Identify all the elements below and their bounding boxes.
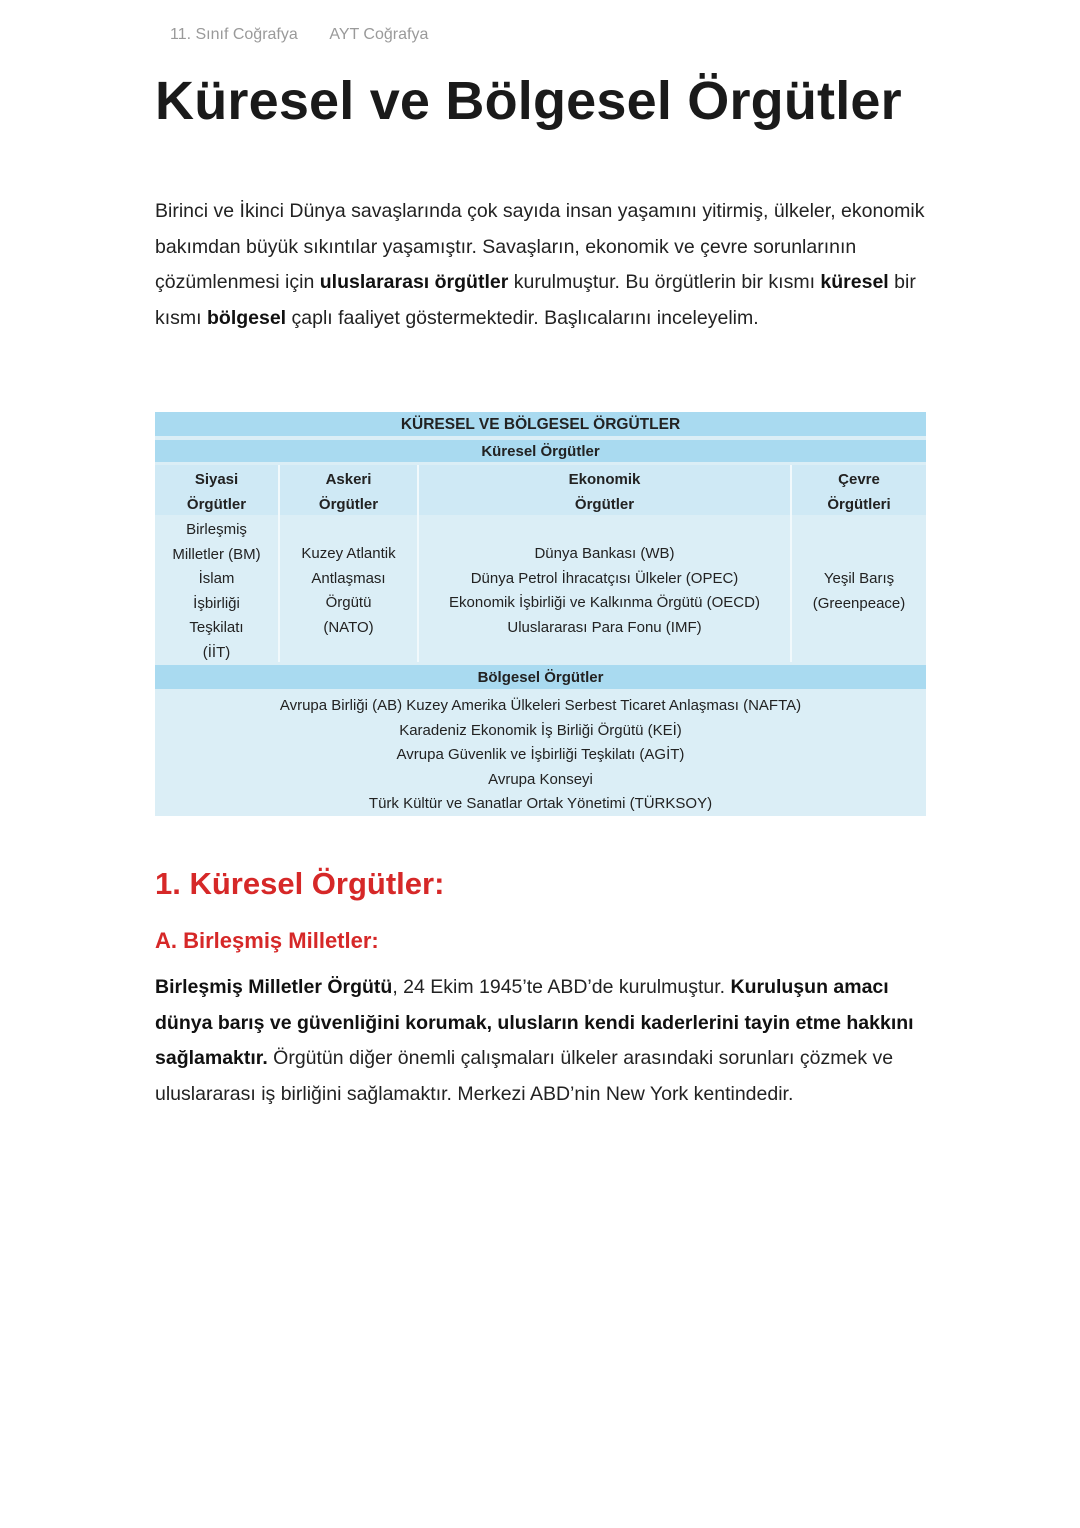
section-heading: 1. Küresel Örgütler: — [155, 866, 445, 901]
regional-header: Bölgesel Örgütler — [155, 665, 926, 689]
political-orgs-cell: Birleşmiş Milletler (BM) İslam İşbirliği Teşkilatı (İİT) — [172, 521, 261, 661]
list-item: Avrupa Konseyi — [488, 770, 593, 788]
table-title: KÜRESEL VE BÖLGESEL ÖRGÜTLER — [155, 412, 926, 436]
list-item: Avrupa Güvenlik ve İşbirliği Teşkilatı (AGİT) — [396, 746, 685, 763]
economic-orgs-cell: Dünya Bankası (WB) Dünya Petrol İhracatçısı Ülkeler (OPEC) Ekonomik İşbirliği ve Kalkınma Örgütü (OECD) Uluslararası Para Fonu (IMF) — [449, 545, 760, 636]
intro-text: kurulmuştur. Bu örgütlerin bir kısmı — [508, 271, 821, 293]
intro-text: çaplı faaliyet göstermektedir. Başlıcalarını inceleyelim. — [286, 306, 759, 329]
para-bold: Kuruluşun amacı dünya barış ve güvenliğini korumak, ulusların kendi kaderlerini tayin etme hakkını sağlamaktır. — [155, 976, 914, 1069]
intro-paragraph — [155, 194, 935, 336]
page-title: Küresel ve Bölgesel Örgütler — [155, 71, 902, 131]
list-item: Karadeniz Ekonomik İş Birliği Örgütü (KEİ) — [399, 721, 682, 739]
environment-orgs-cell: Yeşil Barış (Greenpeace) — [812, 570, 906, 612]
column-header-political: Siyasi Örgütler — [186, 471, 247, 513]
intro-bold: bölgesel — [207, 306, 287, 329]
column-header-economic: Ekonomik Örgütler — [568, 471, 641, 513]
intro-text: bir kısmı — [155, 271, 916, 329]
breadcrumb-item[interactable]: AYT Coğrafya — [329, 26, 429, 43]
organizations-table — [155, 412, 926, 816]
intro-bold: küresel — [820, 271, 889, 293]
un-paragraph — [155, 970, 945, 1112]
column-header-environment: Çevre Örgütleri — [827, 471, 891, 513]
global-header: Küresel Örgütler — [155, 440, 926, 462]
subsection-heading: A. Birleşmiş Milletler: — [155, 928, 379, 953]
column-header-military: Askeri Örgütler — [318, 471, 379, 513]
military-orgs-cell: Kuzey Atlantik Antlaşması Örgütü (NATO) — [301, 545, 396, 636]
intro-bold: uluslararası örgütler — [319, 271, 509, 293]
para-bold: Birleşmiş Milletler Örgütü — [155, 976, 393, 998]
breadcrumb — [170, 26, 456, 44]
list-item: Türk Kültür ve Sanatlar Ortak Yönetimi (TÜRKSOY) — [368, 795, 713, 812]
para-text: , 24 Ekim 1945’te ABD’de kurulmuştur. — [392, 976, 731, 998]
regional-orgs-list — [155, 694, 926, 817]
intro-text: Birinci ve İkinci Dünya savaşlarında çok sayıda insan yaşamını yitirmiş, ülkeler, ekonomik bakımdan büyük sıkıntılar yaşamıştır. Savaşların, ekonomik ve çevre sorunlarının çözümlenmesi için — [155, 200, 925, 293]
para-text: Örgütün diğer önemli çalışmaları ülkeler arasındaki sorunları çözmek ve uluslararası iş birliğini sağlamaktır. Merkezi ABD’nin New York kentindedir. — [155, 1047, 894, 1105]
list-item: Avrupa Birliği (AB) Kuzey Amerika Ülkeleri Serbest Ticaret Anlaşması (NAFTA) — [279, 697, 802, 714]
breadcrumb-item[interactable]: 11. Sınıf Coğrafya — [170, 26, 298, 43]
